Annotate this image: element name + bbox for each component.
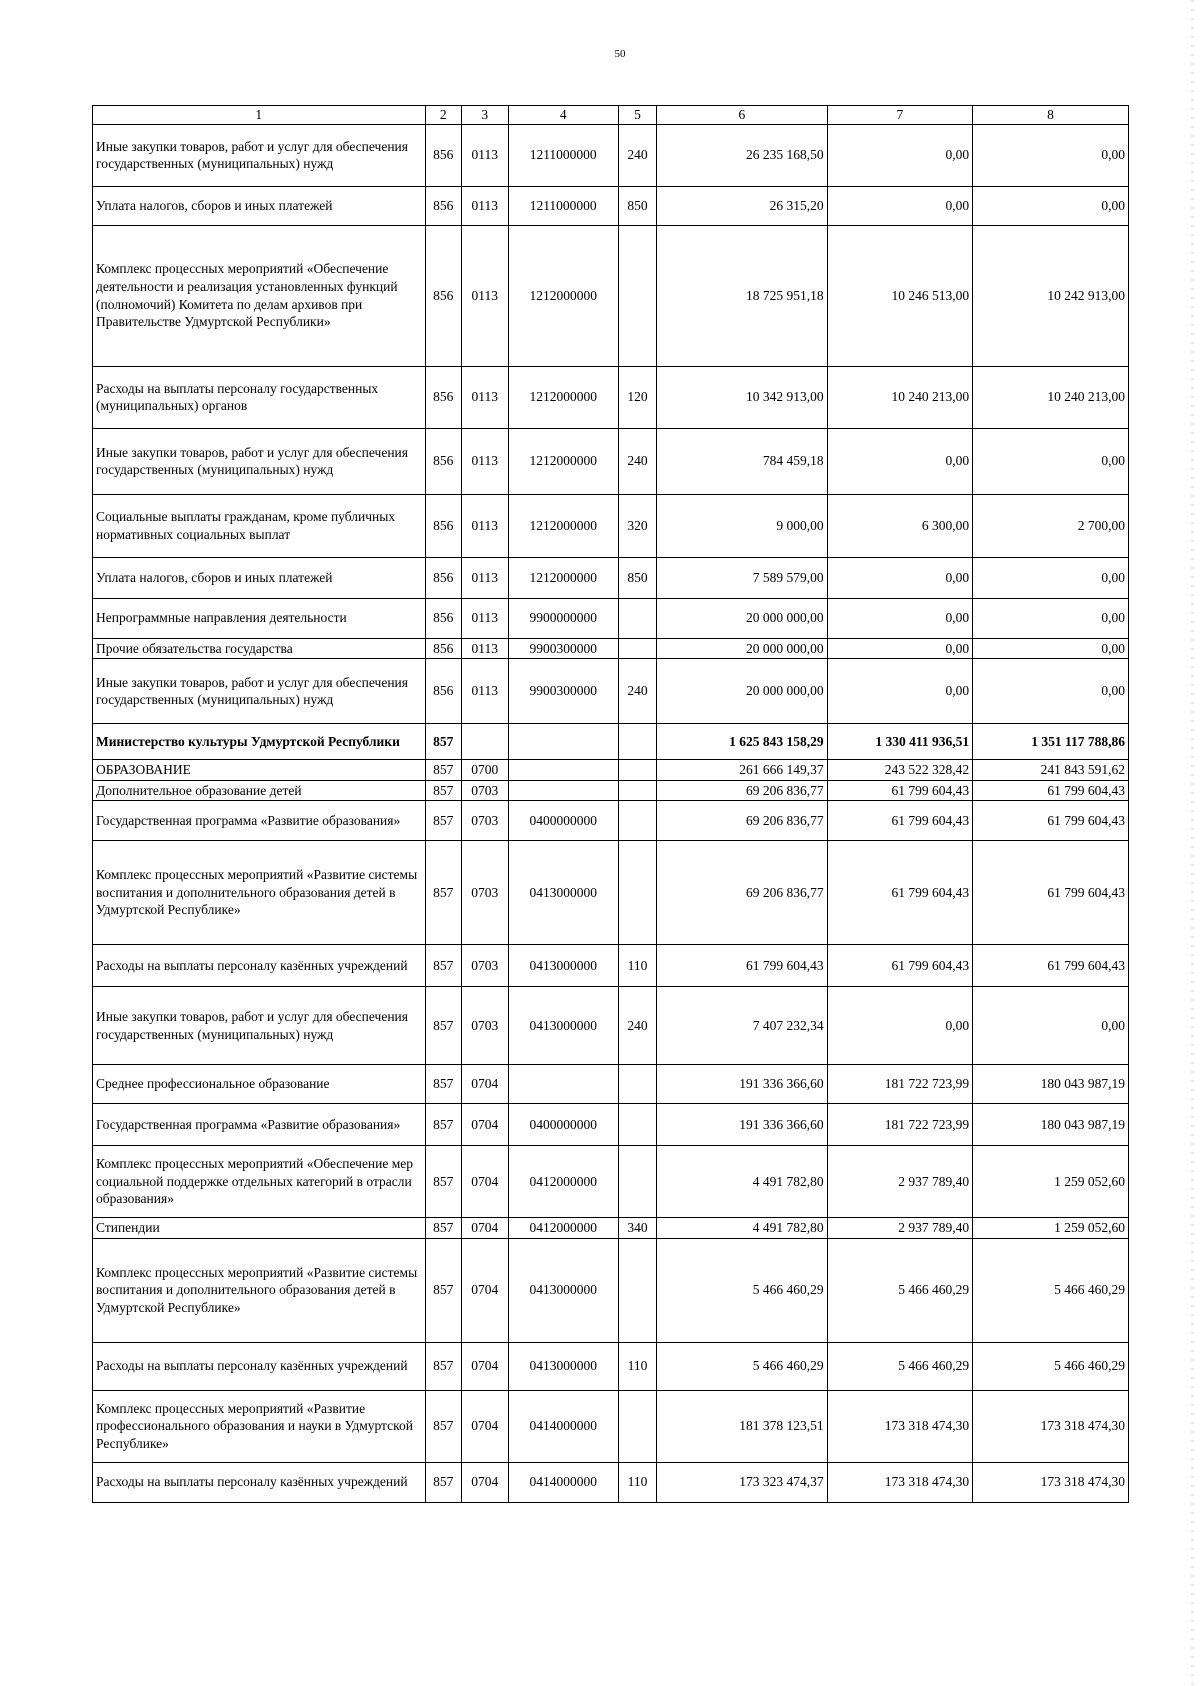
table-row — [93, 1218, 1129, 1239]
section-code: 0113 — [461, 598, 508, 638]
target-article-code: 0413000000 — [508, 841, 618, 945]
section-code: 0113 — [461, 366, 508, 428]
ministry-code: 856 — [425, 638, 461, 659]
amount-col6: 61 799 604,43 — [657, 945, 827, 987]
amount-col8: 2 700,00 — [973, 494, 1129, 557]
row-name: Расходы на выплаты персоналу казённых учреждений — [93, 1342, 426, 1390]
amount-col6: 5 466 460,29 — [657, 1238, 827, 1342]
expense-type-code: 850 — [618, 557, 656, 598]
ministry-code: 857 — [425, 780, 461, 801]
expense-type-code: 120 — [618, 366, 656, 428]
amount-col8: 5 466 460,29 — [973, 1238, 1129, 1342]
ministry-code: 857 — [425, 841, 461, 945]
amount-col7: 0,00 — [827, 557, 972, 598]
amount-col7: 173 318 474,30 — [827, 1390, 972, 1462]
row-name: Стипендии — [93, 1218, 426, 1239]
target-article-code: 1211000000 — [508, 124, 618, 186]
amount-col7: 2 937 789,40 — [827, 1146, 972, 1218]
table-row — [93, 1462, 1129, 1502]
expense-type-code: 850 — [618, 186, 656, 225]
amount-col6: 20 000 000,00 — [657, 659, 827, 724]
row-name: Непрограммные направления деятельности — [93, 598, 426, 638]
amount-col7: 0,00 — [827, 987, 972, 1065]
expense-type-code: 240 — [618, 124, 656, 186]
amount-col8: 0,00 — [973, 638, 1129, 659]
amount-col6: 9 000,00 — [657, 494, 827, 557]
amount-col8: 61 799 604,43 — [973, 780, 1129, 801]
expense-type-code — [618, 780, 656, 801]
section-code: 0113 — [461, 659, 508, 724]
target-article-code: 0413000000 — [508, 1342, 618, 1390]
row-name: Прочие обязательства государства — [93, 638, 426, 659]
section-code: 0704 — [461, 1104, 508, 1146]
ministry-code: 857 — [425, 1390, 461, 1462]
amount-col7: 10 240 213,00 — [827, 366, 972, 428]
ministry-code: 857 — [425, 1146, 461, 1218]
expense-type-code: 240 — [618, 659, 656, 724]
row-name: Среднее профессиональное образование — [93, 1065, 426, 1104]
target-article-code: 1211000000 — [508, 186, 618, 225]
amount-col8: 0,00 — [973, 428, 1129, 494]
amount-col7: 181 722 723,99 — [827, 1104, 972, 1146]
column-header: 5 — [618, 106, 656, 125]
ministry-code: 856 — [425, 366, 461, 428]
row-name: Комплекс процессных мероприятий «Обеспечение деятельности и реализация установленных функций (полномочий) Комитета по делам архивов при Правительстве Удмуртской Республики» — [93, 225, 426, 366]
table-row — [93, 557, 1129, 598]
expense-type-code — [618, 225, 656, 366]
amount-col6: 20 000 000,00 — [657, 638, 827, 659]
row-name: Комплекс процессных мероприятий «Развитие системы воспитания и дополнительного образования детей в Удмуртской Республике» — [93, 1238, 426, 1342]
ministry-code: 856 — [425, 557, 461, 598]
ministry-code: 857 — [425, 1462, 461, 1502]
amount-col6: 7 407 232,34 — [657, 987, 827, 1065]
amount-col6: 26 235 168,50 — [657, 124, 827, 186]
expense-type-code — [618, 1065, 656, 1104]
expense-type-code — [618, 841, 656, 945]
target-article-code: 1212000000 — [508, 557, 618, 598]
amount-col7: 61 799 604,43 — [827, 841, 972, 945]
amount-col6: 191 336 366,60 — [657, 1104, 827, 1146]
table-row — [93, 659, 1129, 724]
ministry-code: 856 — [425, 186, 461, 225]
row-name: Комплекс процессных мероприятий «Обеспечение мер социальной поддержке отдельных категорий в отрасли образования» — [93, 1146, 426, 1218]
row-name: Расходы на выплаты персоналу государственных (муниципальных) органов — [93, 366, 426, 428]
section-code: 0704 — [461, 1146, 508, 1218]
ministry-code: 856 — [425, 494, 461, 557]
section-code: 0113 — [461, 124, 508, 186]
row-name: Расходы на выплаты персоналу казённых учреждений — [93, 945, 426, 987]
row-name: Социальные выплаты гражданам, кроме публичных нормативных социальных выплат — [93, 494, 426, 557]
amount-col7: 0,00 — [827, 598, 972, 638]
row-name: Дополнительное образование детей — [93, 780, 426, 801]
section-code: 0704 — [461, 1462, 508, 1502]
column-header: 7 — [827, 106, 972, 125]
row-name: Иные закупки товаров, работ и услуг для обеспечения государственных (муниципальных) нужд — [93, 428, 426, 494]
target-article-code: 0413000000 — [508, 987, 618, 1065]
table-row — [93, 780, 1129, 801]
target-article-code — [508, 1065, 618, 1104]
table-row — [93, 225, 1129, 366]
amount-col7: 0,00 — [827, 124, 972, 186]
amount-col8: 0,00 — [973, 124, 1129, 186]
ministry-code: 856 — [425, 225, 461, 366]
table-row — [93, 186, 1129, 225]
target-article-code: 0412000000 — [508, 1218, 618, 1239]
ministry-code: 857 — [425, 1238, 461, 1342]
amount-col7: 181 722 723,99 — [827, 1065, 972, 1104]
table-row — [93, 366, 1129, 428]
amount-col6: 4 491 782,80 — [657, 1218, 827, 1239]
amount-col8: 0,00 — [973, 987, 1129, 1065]
expense-type-code — [618, 638, 656, 659]
section-code: 0113 — [461, 225, 508, 366]
ministry-code: 857 — [425, 760, 461, 781]
ministry-code: 857 — [425, 1342, 461, 1390]
amount-col6: 69 206 836,77 — [657, 780, 827, 801]
expense-type-code: 320 — [618, 494, 656, 557]
row-name: Уплата налогов, сборов и иных платежей — [93, 186, 426, 225]
target-article-code: 0412000000 — [508, 1146, 618, 1218]
expense-type-code — [618, 801, 656, 841]
amount-col6: 261 666 149,37 — [657, 760, 827, 781]
section-code: 0704 — [461, 1342, 508, 1390]
expense-type-code: 110 — [618, 945, 656, 987]
table-row — [93, 1065, 1129, 1104]
section-code — [461, 724, 508, 760]
amount-col6: 1 625 843 158,29 — [657, 724, 827, 760]
expense-type-code: 340 — [618, 1218, 656, 1239]
section-code: 0113 — [461, 557, 508, 598]
table-row — [93, 1342, 1129, 1390]
amount-col8: 1 259 052,60 — [973, 1146, 1129, 1218]
amount-col6: 69 206 836,77 — [657, 801, 827, 841]
table-row — [93, 760, 1129, 781]
ministry-code: 856 — [425, 124, 461, 186]
target-article-code: 0414000000 — [508, 1462, 618, 1502]
section-code: 0113 — [461, 428, 508, 494]
column-header: 4 — [508, 106, 618, 125]
section-code: 0113 — [461, 186, 508, 225]
ministry-code: 857 — [425, 1065, 461, 1104]
target-article-code: 1212000000 — [508, 428, 618, 494]
amount-col8: 61 799 604,43 — [973, 945, 1129, 987]
amount-col6: 4 491 782,80 — [657, 1146, 827, 1218]
amount-col6: 181 378 123,51 — [657, 1390, 827, 1462]
table-row — [93, 801, 1129, 841]
amount-col6: 784 459,18 — [657, 428, 827, 494]
target-article-code: 1212000000 — [508, 225, 618, 366]
amount-col8: 10 240 213,00 — [973, 366, 1129, 428]
amount-col7: 5 466 460,29 — [827, 1238, 972, 1342]
target-article-code — [508, 724, 618, 760]
amount-col8: 241 843 591,62 — [973, 760, 1129, 781]
column-header: 2 — [425, 106, 461, 125]
table-row — [93, 987, 1129, 1065]
amount-col7: 0,00 — [827, 638, 972, 659]
expense-type-code — [618, 598, 656, 638]
ministry-code: 857 — [425, 1218, 461, 1239]
ministry-code: 857 — [425, 724, 461, 760]
amount-col7: 0,00 — [827, 428, 972, 494]
column-header: 1 — [93, 106, 426, 125]
target-article-code: 0400000000 — [508, 1104, 618, 1146]
section-code: 0703 — [461, 945, 508, 987]
amount-col7: 61 799 604,43 — [827, 780, 972, 801]
column-header: 8 — [973, 106, 1129, 125]
row-name: Комплекс процессных мероприятий «Развитие профессионального образования и науки в Удмуртской Республике» — [93, 1390, 426, 1462]
expense-type-code — [618, 1104, 656, 1146]
amount-col7: 0,00 — [827, 186, 972, 225]
scan-edge-noise — [1191, 0, 1194, 1686]
amount-col7: 1 330 411 936,51 — [827, 724, 972, 760]
table-header-row — [93, 106, 1129, 125]
section-code: 0113 — [461, 494, 508, 557]
target-article-code: 0413000000 — [508, 945, 618, 987]
row-name: Расходы на выплаты персоналу казённых учреждений — [93, 1462, 426, 1502]
amount-col6: 173 323 474,37 — [657, 1462, 827, 1502]
section-code: 0703 — [461, 801, 508, 841]
ministry-code: 857 — [425, 987, 461, 1065]
amount-col8: 10 242 913,00 — [973, 225, 1129, 366]
row-name: Государственная программа «Развитие образования» — [93, 1104, 426, 1146]
amount-col6: 191 336 366,60 — [657, 1065, 827, 1104]
amount-col7: 173 318 474,30 — [827, 1462, 972, 1502]
amount-col8: 0,00 — [973, 659, 1129, 724]
row-name: Иные закупки товаров, работ и услуг для обеспечения государственных (муниципальных) нужд — [93, 987, 426, 1065]
expense-type-code — [618, 1390, 656, 1462]
expense-type-code: 240 — [618, 987, 656, 1065]
amount-col7: 2 937 789,40 — [827, 1218, 972, 1239]
amount-col7: 61 799 604,43 — [827, 945, 972, 987]
amount-col7: 243 522 328,42 — [827, 760, 972, 781]
row-name: Комплекс процессных мероприятий «Развитие системы воспитания и дополнительного образования детей в Удмуртской Республике» — [93, 841, 426, 945]
amount-col8: 5 466 460,29 — [973, 1342, 1129, 1390]
amount-col8: 173 318 474,30 — [973, 1390, 1129, 1462]
table-row — [93, 428, 1129, 494]
target-article-code: 0413000000 — [508, 1238, 618, 1342]
amount-col8: 0,00 — [973, 598, 1129, 638]
section-code: 0703 — [461, 780, 508, 801]
amount-col8: 61 799 604,43 — [973, 801, 1129, 841]
row-name: Иные закупки товаров, работ и услуг для обеспечения государственных (муниципальных) нужд — [93, 659, 426, 724]
table-row — [93, 1104, 1129, 1146]
section-code: 0704 — [461, 1238, 508, 1342]
amount-col7: 5 466 460,29 — [827, 1342, 972, 1390]
section-code: 0704 — [461, 1218, 508, 1239]
section-code: 0703 — [461, 987, 508, 1065]
target-article-code: 9900300000 — [508, 638, 618, 659]
target-article-code: 9900000000 — [508, 598, 618, 638]
amount-col6: 69 206 836,77 — [657, 841, 827, 945]
amount-col8: 173 318 474,30 — [973, 1462, 1129, 1502]
page-number: 50 — [614, 48, 626, 60]
section-code: 0704 — [461, 1065, 508, 1104]
ministry-code: 856 — [425, 659, 461, 724]
amount-col7: 0,00 — [827, 659, 972, 724]
amount-col6: 18 725 951,18 — [657, 225, 827, 366]
amount-col6: 26 315,20 — [657, 186, 827, 225]
ministry-code: 857 — [425, 1104, 461, 1146]
table-row — [93, 598, 1129, 638]
amount-col8: 0,00 — [973, 186, 1129, 225]
target-article-code: 0414000000 — [508, 1390, 618, 1462]
amount-col8: 1 351 117 788,86 — [973, 724, 1129, 760]
amount-col6: 7 589 579,00 — [657, 557, 827, 598]
section-code: 0704 — [461, 1390, 508, 1462]
amount-col7: 6 300,00 — [827, 494, 972, 557]
amount-col6: 20 000 000,00 — [657, 598, 827, 638]
section-code: 0113 — [461, 638, 508, 659]
section-code: 0700 — [461, 760, 508, 781]
row-name: Уплата налогов, сборов и иных платежей — [93, 557, 426, 598]
target-article-code: 1212000000 — [508, 494, 618, 557]
target-article-code — [508, 760, 618, 781]
expense-type-code — [618, 724, 656, 760]
amount-col8: 61 799 604,43 — [973, 841, 1129, 945]
row-name: Иные закупки товаров, работ и услуг для обеспечения государственных (муниципальных) нужд — [93, 124, 426, 186]
expense-type-code — [618, 1146, 656, 1218]
row-name: Государственная программа «Развитие образования» — [93, 801, 426, 841]
table-row — [93, 494, 1129, 557]
target-article-code: 1212000000 — [508, 366, 618, 428]
expense-type-code: 110 — [618, 1462, 656, 1502]
section-code: 0703 — [461, 841, 508, 945]
amount-col8: 0,00 — [973, 557, 1129, 598]
budget-table — [92, 105, 1129, 1503]
target-article-code: 0400000000 — [508, 801, 618, 841]
table-row — [93, 945, 1129, 987]
expense-type-code: 240 — [618, 428, 656, 494]
row-name: ОБРАЗОВАНИЕ — [93, 760, 426, 781]
ministry-code: 857 — [425, 801, 461, 841]
amount-col7: 10 246 513,00 — [827, 225, 972, 366]
column-header: 3 — [461, 106, 508, 125]
column-header: 6 — [657, 106, 827, 125]
table-row — [93, 638, 1129, 659]
expense-type-code — [618, 760, 656, 781]
ministry-code: 856 — [425, 428, 461, 494]
target-article-code — [508, 780, 618, 801]
expense-type-code — [618, 1238, 656, 1342]
expense-type-code: 110 — [618, 1342, 656, 1390]
amount-col8: 180 043 987,19 — [973, 1065, 1129, 1104]
table-row — [93, 124, 1129, 186]
amount-col8: 180 043 987,19 — [973, 1104, 1129, 1146]
target-article-code: 9900300000 — [508, 659, 618, 724]
table-row — [93, 724, 1129, 760]
table-row — [93, 1238, 1129, 1342]
amount-col8: 1 259 052,60 — [973, 1218, 1129, 1239]
table-row — [93, 1146, 1129, 1218]
amount-col6: 10 342 913,00 — [657, 366, 827, 428]
ministry-code: 856 — [425, 598, 461, 638]
table-row — [93, 1390, 1129, 1462]
ministry-code: 857 — [425, 945, 461, 987]
row-name: Министерство культуры Удмуртской Республики — [93, 724, 426, 760]
amount-col7: 61 799 604,43 — [827, 801, 972, 841]
amount-col6: 5 466 460,29 — [657, 1342, 827, 1390]
table-row — [93, 841, 1129, 945]
